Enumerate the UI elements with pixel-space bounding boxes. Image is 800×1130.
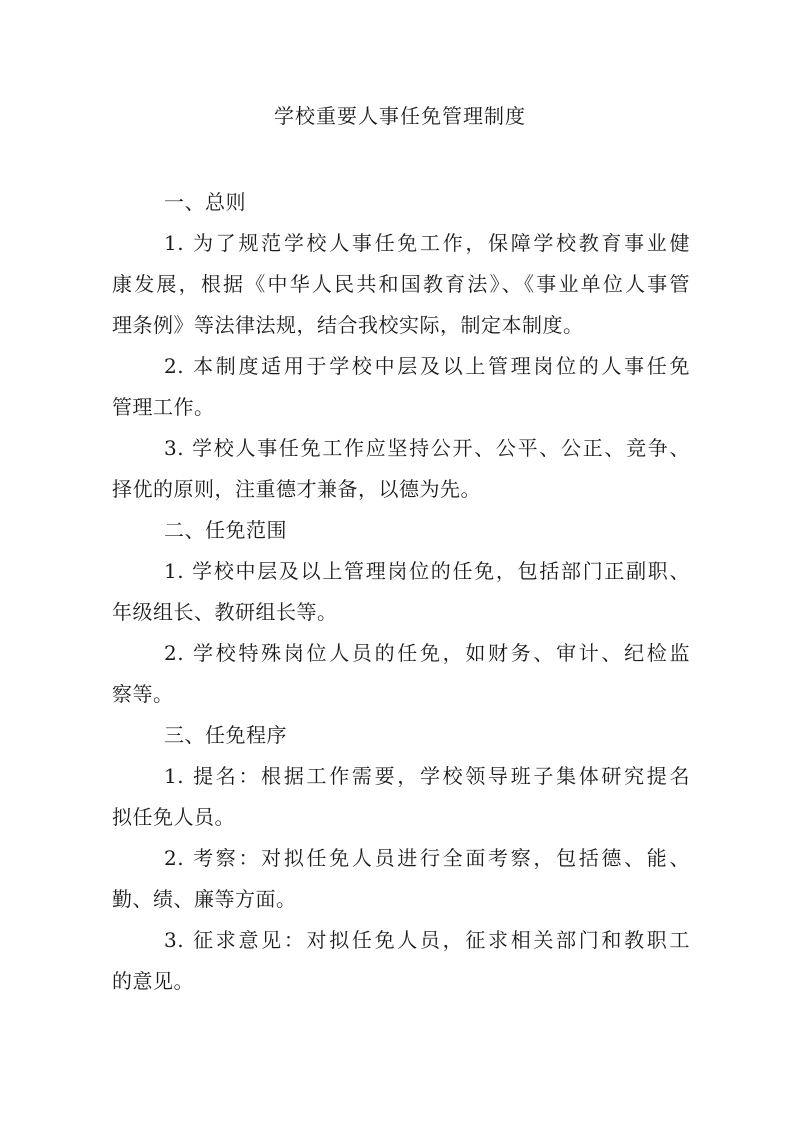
paragraph-line: 1. 学校中层及以上管理岗位的任免，包括部门正副职、 bbox=[164, 559, 690, 583]
paragraph-line: 管理工作。 bbox=[112, 395, 215, 419]
paragraph-line: 1. 提名：根据工作需要，学校领导班子集体研究提名 bbox=[164, 764, 690, 788]
paragraph-line: 的意见。 bbox=[112, 969, 194, 993]
paragraph-line: 勤、绩、廉等方面。 bbox=[112, 887, 297, 911]
paragraph-line: 1. 为了规范学校人事任免工作，保障学校教育事业健 bbox=[164, 231, 690, 255]
paragraph-line: 2. 本制度适用于学校中层及以上管理岗位的人事任免 bbox=[164, 354, 690, 378]
paragraph-line: 3. 学校人事任免工作应坚持公开、公平、公正、竞争、 bbox=[164, 436, 690, 460]
section-heading: 一、总则 bbox=[164, 190, 246, 214]
paragraph-line: 2. 考察：对拟任免人员进行全面考察，包括德、能、 bbox=[164, 846, 690, 870]
paragraph-line: 康发展，根据《中华人民共和国教育法》、《事业单位人事管 bbox=[112, 272, 690, 296]
paragraph-line: 3. 征求意见：对拟任免人员，征求相关部门和教职工 bbox=[164, 928, 690, 952]
paragraph-line: 年级组长、教研组长等。 bbox=[112, 600, 338, 624]
paragraph-line: 拟任免人员。 bbox=[112, 805, 235, 829]
paragraph-line: 择优的原则，注重德才兼备，以德为先。 bbox=[112, 477, 481, 501]
paragraph-line: 理条例》等法律法规，结合我校实际，制定本制度。 bbox=[112, 313, 584, 337]
paragraph-line: 2. 学校特殊岗位人员的任免，如财务、审计、纪检监 bbox=[164, 641, 690, 665]
section-heading: 三、任免程序 bbox=[164, 723, 287, 747]
document-body bbox=[112, 182, 690, 1002]
page-title: 学校重要人事任免管理制度 bbox=[274, 104, 526, 128]
section-heading: 二、任免范围 bbox=[164, 518, 287, 542]
paragraph-line: 察等。 bbox=[112, 682, 174, 706]
